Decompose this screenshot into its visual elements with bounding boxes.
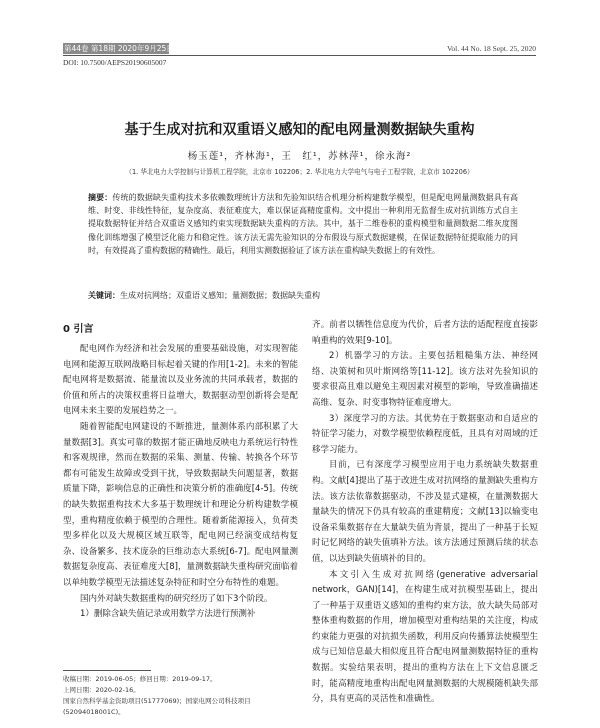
footnote-online: 上网日期：2020-02-16。	[63, 686, 140, 694]
left-column	[63, 322, 298, 623]
footnote-funding: 国家自然科学基金资助项目(51777069)；国家电网公司科技项目(52094018001C)。	[63, 697, 251, 716]
affiliations: （1. 华北电力大学控制与计算机工程学院，北京市 102206；2. 华北电力大学电气与电子工程学院，北京市 102206）	[125, 168, 474, 176]
header-volume-info-en: Vol. 44 No. 18 Sept. 25, 2020	[446, 44, 536, 53]
header-volume-info: 第44卷 第18期 2020年9月25日	[64, 44, 174, 53]
paragraph: 1）删除含缺失值记录或用数学方法进行预测补	[80, 609, 256, 620]
paragraph: 国内外对缺失数据重构的研究经历了如下3个阶段。	[80, 593, 273, 604]
abstract	[88, 191, 518, 257]
paragraph: 齐。前者以牺牲信息度为代价，后者方法的适配程度直接影响重构的效果[9-10]。	[312, 320, 538, 346]
paragraph: 2）机器学习的方法。主要包括粗糙集方法、神经网络、决策树和贝叶斯网络等[11-12]。该方法对先验知识的要求很高且难以避免主观因素对模型的影响，导致准确描述高维、复杂、时变事物特征难度增大。	[312, 351, 538, 408]
footnotes	[63, 674, 298, 718]
paper-title: 基于生成对抗和双重语义感知的配电网量测数据缺失重构	[124, 122, 475, 138]
abstract-label: 摘要：	[88, 193, 113, 202]
footnote-rule	[63, 670, 151, 671]
section-heading-intro: 0 引言	[63, 324, 94, 335]
paragraph: 随着智能配电网建设的不断推进，量测体系内部积累了大量数据[3]。真实可靠的数据才能正确地反映电力系统运行特性和客观规律，然而在数据的采集、测量、传输、转换各个环节都有可能发生故障或受到干扰，导致数据缺失问题显著，数据质量下降，影响信息的正确性和决策分析的准确度[4-5]。传统的缺失数据重构技术大多基于数理统计和理论分析构建数学模型，重构精度依赖于模型的合理性。随着新能源接入，负荷类型多样化以及大规模区域互联等，配电网已经演变成结构复杂、设备繁多、技术庞杂的巨维动态大系统[6-7]。配电网量测数据复杂度高、表征难度大[8]，量测数据缺失重构研究面临着以单纯数学模型无法描述复杂特征和时空分布特性的难题。	[63, 421, 298, 588]
paragraph: 3）深度学习的方法。其优势在于数据驱动和自适应的特征学习能力，对数学模型依赖程度低，且具有对周域的迁移学习能力。	[312, 413, 538, 455]
paragraph: 配电网作为经济和社会发展的重要基础设施，对实现智能电网和能源互联网战略目标起着关键的作用[1-2]。未来的智能配电网将是数据流、能量流以及业务流的共同承载者，数据的价值和所占的决策权重将日益增大，数据驱动型创新将会是配电网未来主要的发展趋势之一。	[63, 344, 298, 417]
paragraph: 本文引入生成对抗网络(generative adversarial network，GAN)[14]，在构建生成对抗模型基础上，提出了一种基于双重语义感知的重构约束方法，放大缺失局部对整体重构数据的作用，增加模型对重构结果的关注度，构成约束能力更强的对抗损失函数，利用反向传播算法使模型生成与已知信息最大相似度且符合配电网量测数据特征的重构数据。实验结果表明，提出的重构方法在上下文信息匮乏时，能高精度地重构出配电网量测数据的大规模随机缺失部分，具有更高的灵活性和准确性。	[312, 569, 538, 705]
header-rule	[63, 55, 536, 56]
keywords-text: 生成对抗网络；双重语义感知；量测数据；数据缺失重构	[120, 291, 320, 300]
abstract-text: 传统的数据缺失重构技术多依赖数理统计方法和先验知识结合机理分析构建数学模型，但是配电网量测数据具有高维、时变、非线性特征，复杂度高、表征难度大，难以保证高精度重构。文中提出一种利用无监督生成对抗训练方式自主提取数据特征并结合双重语义感知约束实现数据缺失重构的方法。其中，基于二维卷积的重构模型和量测数据二维灰度图像化训练增强了模型泛化能力和稳定性。该方法无需先验知识的分布假设与原式数据建模，在保证数据特征提取能力的同时，有效提高了重构数据的精确性。最后，利用实测数据验证了该方法在重构缺失数据上的有效性。	[88, 193, 519, 255]
keywords	[88, 289, 518, 302]
right-column	[312, 318, 538, 708]
paragraph: 目前，已有深度学习模型应用于电力系统缺失数据重构。文献[4]提出了基于改进生成对抗网络的量测缺失重构方法。该方法依靠数据驱动，不涉及显式建模，在量测数据大量缺失的情况下仍具有较高的重建精度；文献[13]以输变电设备采集数据存在大量缺失值为背景，提出了一种基于长短时记忆网络的缺失值填补方法。该方法通过预测后续的状态值，以达到缺失值填补的目的。	[312, 460, 538, 564]
footnote-received: 收稿日期：2019-06-05；修回日期：2019-09-17。	[63, 675, 217, 683]
doi: DOI: 10.7500/AEPS20190605007	[63, 58, 167, 67]
keywords-label: 关键词：	[88, 291, 120, 300]
author-list: 杨玉莲¹，齐林海¹，王 红¹，苏林萍¹，徐永海²	[187, 151, 412, 162]
